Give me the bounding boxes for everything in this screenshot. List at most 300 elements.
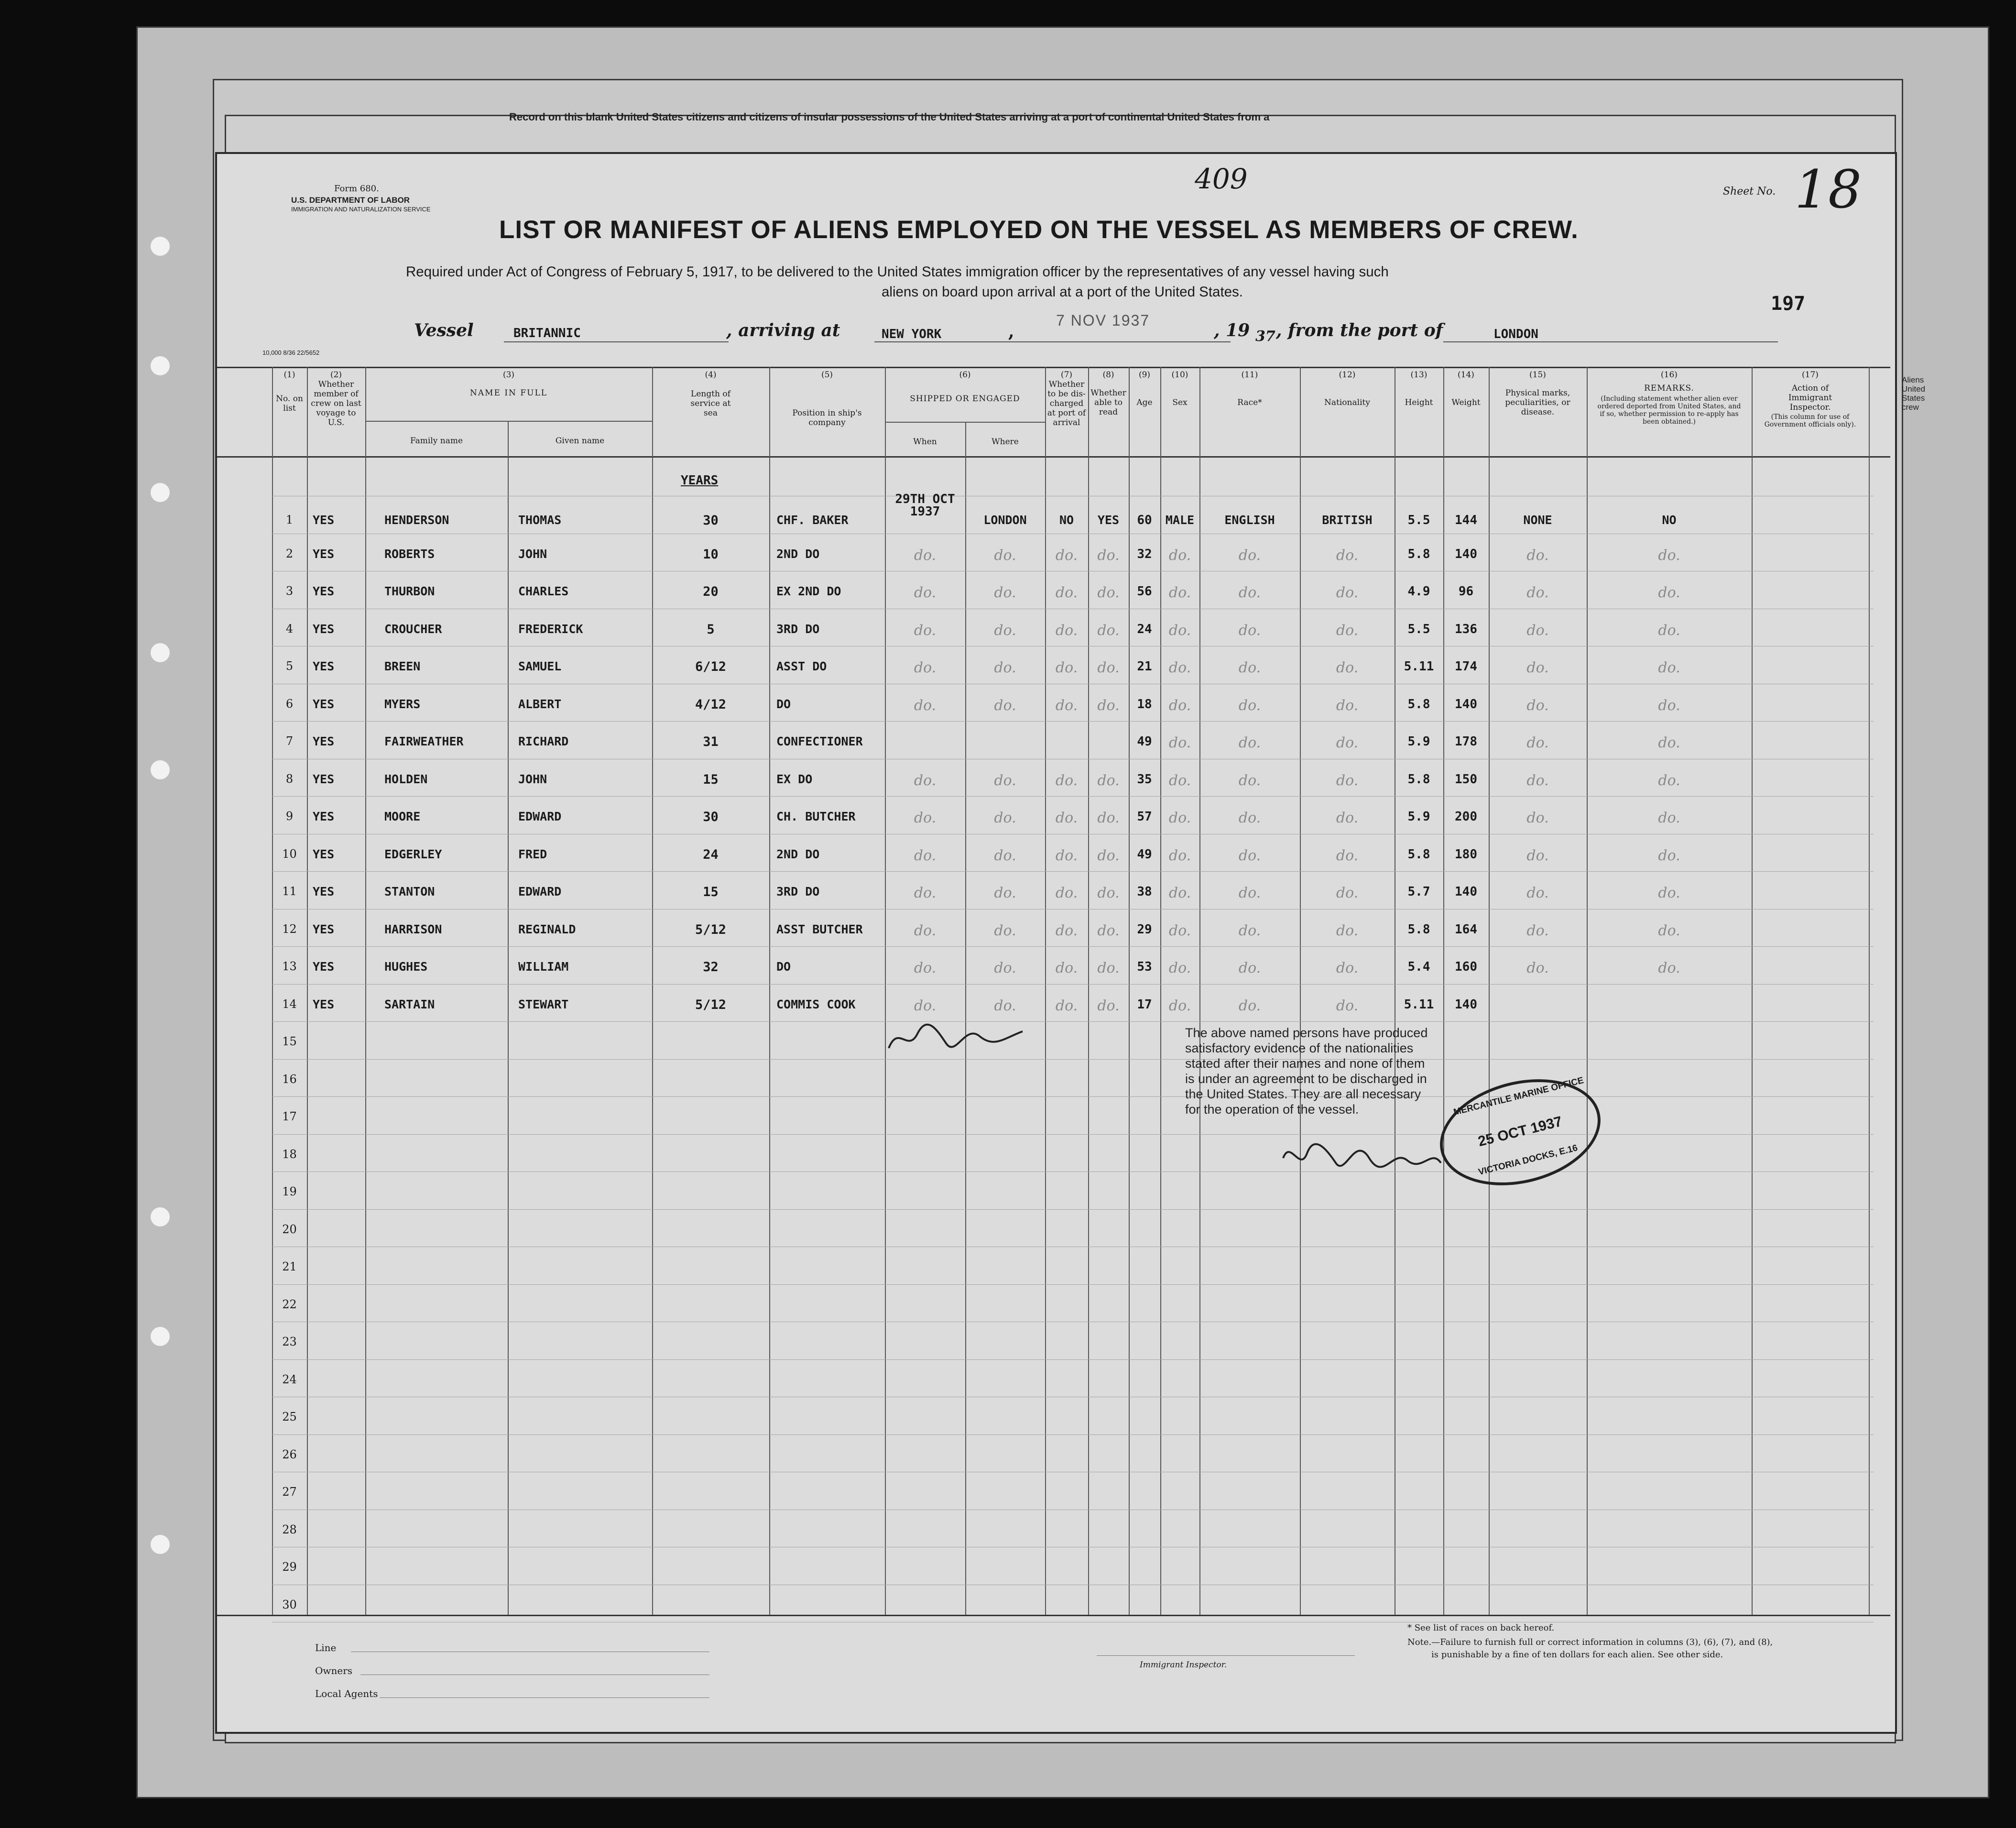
crew-family: CROUCHER bbox=[384, 622, 442, 636]
crew-discharged: do. bbox=[1055, 547, 1078, 564]
crew-family: HOLDEN bbox=[384, 772, 428, 786]
crew-service: 15 bbox=[703, 885, 719, 899]
col10-header bbox=[1160, 370, 1199, 407]
crew-no: 9 bbox=[285, 810, 294, 823]
crew-race: do. bbox=[1238, 734, 1261, 751]
agents-field bbox=[380, 1697, 709, 1698]
crew-marks: do. bbox=[1526, 847, 1549, 864]
row-line bbox=[272, 1209, 1874, 1210]
crew-given: FRED bbox=[518, 847, 547, 861]
crew-weight: 136 bbox=[1455, 622, 1477, 636]
crew-remarks: do. bbox=[1658, 810, 1680, 826]
crew-service: 32 bbox=[703, 960, 719, 974]
crew-read: do. bbox=[1097, 847, 1120, 864]
declaration-line: for the operation of the vessel. bbox=[1185, 1102, 1359, 1117]
subtitle-1: Required under Act of Congress of February 5, 1917, to be delivered to the United States immigration officer by the representatives of any vessel having such bbox=[406, 264, 1389, 280]
crew-race: do. bbox=[1238, 584, 1261, 601]
crew-weight: 200 bbox=[1455, 810, 1477, 824]
stamp-top-text: MERCANTILE MARINE OFFICE bbox=[1452, 1075, 1585, 1118]
crew-family: STANTON bbox=[384, 885, 435, 898]
crew-remarks: do. bbox=[1658, 547, 1680, 564]
crew-no: 11 bbox=[282, 885, 297, 898]
vessel-label: Vessel bbox=[414, 320, 474, 340]
crew-member: YES bbox=[313, 922, 335, 936]
top-sheet-text: Record on this blank United States citizens and citizens of insular possessions of the United States arriving at a port of continental United States from a bbox=[509, 111, 1270, 123]
sheet-number: 18 bbox=[1795, 159, 1862, 220]
crew-family: FAIRWEATHER bbox=[384, 734, 464, 748]
crew-marks: do. bbox=[1526, 659, 1549, 676]
crew-height: 4.9 bbox=[1407, 584, 1430, 599]
name-subheader-line bbox=[365, 421, 652, 422]
crew-sex: do. bbox=[1168, 734, 1191, 751]
crew-sex: do. bbox=[1168, 922, 1191, 939]
note-line-2: is punishable by a fine of ten dollars for each alien. See other side. bbox=[1431, 1650, 1723, 1660]
crew-marks: do. bbox=[1526, 547, 1549, 564]
crew-where: do. bbox=[994, 547, 1016, 564]
crew-given: JOHN bbox=[518, 772, 547, 786]
crew-service: 24 bbox=[703, 847, 719, 862]
col-number: (11) bbox=[1241, 370, 1258, 380]
crew-given: JOHN bbox=[518, 547, 547, 561]
row-line bbox=[272, 1059, 1874, 1060]
crew-weight: 140 bbox=[1455, 547, 1477, 561]
empty-row-number: 24 bbox=[282, 1373, 297, 1386]
crew-service: 15 bbox=[703, 772, 719, 787]
arriving-port: NEW YORK bbox=[882, 327, 942, 341]
number-197: 197 bbox=[1771, 293, 1806, 315]
crew-remarks: do. bbox=[1658, 584, 1680, 601]
empty-row-number: 20 bbox=[282, 1223, 297, 1236]
crew-race: do. bbox=[1238, 697, 1261, 714]
crew-nationality: do. bbox=[1336, 960, 1359, 976]
col5-header bbox=[769, 370, 885, 427]
crew-where: do. bbox=[994, 772, 1016, 789]
crew-where: do. bbox=[994, 847, 1016, 864]
crew-when: do. bbox=[914, 885, 937, 901]
crew-member: YES bbox=[313, 659, 335, 673]
crew-weight: 180 bbox=[1455, 847, 1477, 862]
col-number: (13) bbox=[1410, 370, 1428, 380]
crew-position: CHF. BAKER bbox=[776, 513, 849, 527]
declaration bbox=[1185, 1025, 1428, 1117]
margin-crew: crew bbox=[1902, 403, 1919, 412]
crew-weight: 140 bbox=[1455, 997, 1477, 1012]
col-title: Race* bbox=[1237, 398, 1262, 407]
col-number: (7) bbox=[1060, 370, 1073, 380]
crew-member: YES bbox=[313, 513, 335, 527]
col-number: (12) bbox=[1339, 370, 1356, 380]
crew-where: do. bbox=[994, 622, 1016, 639]
col-title: Whether to be dis-charged at port of arrival bbox=[1047, 380, 1086, 427]
crew-age: 53 bbox=[1137, 960, 1152, 974]
crew-position: COMMIS COOK bbox=[776, 997, 856, 1011]
print-code: 10,000 8/36 22/5652 bbox=[262, 349, 320, 356]
form-number: Form 680. bbox=[334, 184, 379, 194]
crew-position: DO bbox=[776, 960, 791, 974]
crew-row bbox=[217, 492, 1890, 545]
inspector-label: Immigrant Inspector. bbox=[1140, 1660, 1227, 1670]
crew-member: YES bbox=[313, 547, 335, 561]
crew-given: RICHARD bbox=[518, 734, 569, 748]
crew-no: 4 bbox=[285, 622, 294, 635]
crew-position: CONFECTIONER bbox=[776, 734, 863, 748]
crew-age: 24 bbox=[1137, 622, 1152, 636]
crew-read: do. bbox=[1097, 659, 1120, 676]
crew-age: 17 bbox=[1137, 997, 1152, 1012]
crew-remarks: do. bbox=[1658, 734, 1680, 751]
col6-header bbox=[885, 370, 1045, 404]
note-line-1: Note.—Failure to furnish full or correct information in columns (3), (6), (7), and (8), bbox=[1407, 1637, 1773, 1647]
from-underline bbox=[1443, 341, 1778, 342]
crew-marks: do. bbox=[1526, 810, 1549, 826]
crew-height: 5.9 bbox=[1407, 810, 1430, 824]
crew-member: YES bbox=[313, 997, 335, 1011]
crew-nationality: do. bbox=[1336, 697, 1359, 714]
empty-row-number: 23 bbox=[282, 1335, 297, 1348]
col1-header bbox=[272, 370, 307, 413]
crew-nationality: BRITISH bbox=[1322, 513, 1373, 527]
crew-nationality: do. bbox=[1336, 997, 1359, 1014]
col-title: SHIPPED OR ENGAGED bbox=[910, 394, 1020, 404]
crew-remarks: NO bbox=[1662, 513, 1677, 527]
crew-where: do. bbox=[994, 697, 1016, 714]
crew-service: 5 bbox=[707, 622, 715, 637]
crew-height: 5.8 bbox=[1407, 922, 1430, 937]
crew-service: 30 bbox=[703, 810, 719, 824]
crew-member: YES bbox=[313, 697, 335, 711]
crew-when: do. bbox=[914, 772, 937, 789]
declaration-line: The above named persons have produced bbox=[1185, 1026, 1428, 1040]
margin-aliens: Aliens bbox=[1902, 375, 1924, 384]
crew-row bbox=[217, 579, 1890, 616]
crew-nationality: do. bbox=[1336, 622, 1359, 639]
crew-where: do. bbox=[994, 997, 1016, 1014]
sheet-label: Sheet No. bbox=[1723, 186, 1776, 197]
crew-when: do. bbox=[914, 997, 937, 1014]
row-line bbox=[272, 1134, 1874, 1135]
col-title: Age bbox=[1136, 398, 1153, 407]
crew-service: 20 bbox=[703, 584, 719, 599]
empty-row-number: 27 bbox=[282, 1485, 297, 1499]
crew-given: EDWARD bbox=[518, 885, 562, 898]
empty-row-number: 28 bbox=[282, 1523, 297, 1536]
crew-family: HENDERSON bbox=[384, 513, 449, 527]
crew-member: YES bbox=[313, 622, 335, 636]
crew-discharged: do. bbox=[1055, 847, 1078, 864]
crew-given: THOMAS bbox=[518, 513, 562, 527]
table-top-border bbox=[217, 367, 1890, 368]
crew-race: do. bbox=[1238, 997, 1261, 1014]
crew-sex: do. bbox=[1168, 697, 1191, 714]
crew-read: do. bbox=[1097, 622, 1120, 639]
crew-position: DO bbox=[776, 697, 791, 711]
crew-row bbox=[217, 541, 1890, 579]
crew-weight: 144 bbox=[1455, 513, 1477, 527]
given-name-header: Given name bbox=[555, 436, 605, 446]
manifest-sheet bbox=[215, 152, 1897, 1734]
crew-read: do. bbox=[1097, 772, 1120, 789]
crew-row bbox=[217, 879, 1890, 917]
crew-race: do. bbox=[1238, 547, 1261, 564]
crew-position: ASST BUTCHER bbox=[776, 922, 863, 936]
crew-marks: do. bbox=[1526, 772, 1549, 789]
col2-header bbox=[307, 370, 365, 427]
crew-no: 13 bbox=[282, 960, 297, 973]
empty-row-number: 17 bbox=[282, 1110, 297, 1123]
crew-discharged: do. bbox=[1055, 885, 1078, 901]
crew-given: REGINALD bbox=[518, 922, 576, 936]
crew-race: ENGLISH bbox=[1224, 513, 1275, 527]
col-title: Action of Immigrant Inspector. bbox=[1788, 383, 1832, 412]
crew-family: HUGHES bbox=[384, 960, 428, 974]
crew-discharged: do. bbox=[1055, 810, 1078, 826]
empty-row-number: 18 bbox=[282, 1148, 297, 1161]
mercantile-marine-stamp bbox=[1428, 1063, 1612, 1201]
crew-sex: do. bbox=[1168, 622, 1191, 639]
crew-given: ALBERT bbox=[518, 697, 562, 711]
crew-service: 5/12 bbox=[695, 922, 727, 937]
crew-position: EX DO bbox=[776, 772, 813, 786]
crew-race: do. bbox=[1238, 772, 1261, 789]
crew-family: ROBERTS bbox=[384, 547, 435, 561]
crew-no: 2 bbox=[285, 547, 294, 560]
empty-row-number: 21 bbox=[282, 1260, 297, 1273]
punch-hole bbox=[151, 483, 170, 502]
crew-height: 5.11 bbox=[1404, 659, 1434, 674]
crew-read: do. bbox=[1097, 697, 1120, 714]
crew-when: do. bbox=[914, 922, 937, 939]
crew-weight: 178 bbox=[1455, 734, 1477, 749]
years-label: YEARS bbox=[681, 473, 719, 488]
crew-age: 57 bbox=[1137, 810, 1152, 824]
service-label: IMMIGRATION AND NATURALIZATION SERVICE bbox=[291, 206, 431, 213]
col-number: (15) bbox=[1529, 370, 1546, 380]
crew-discharged: do. bbox=[1055, 659, 1078, 676]
col-title: Position in ship's company bbox=[792, 408, 862, 427]
crew-sex: do. bbox=[1168, 810, 1191, 826]
crew-discharged: do. bbox=[1055, 772, 1078, 789]
crew-service: 5/12 bbox=[695, 997, 727, 1012]
crew-marks: do. bbox=[1526, 622, 1549, 639]
crew-position: CH. BUTCHER bbox=[776, 810, 856, 823]
port-underline bbox=[874, 341, 1231, 342]
from-port-label: , from the port of bbox=[1276, 320, 1443, 340]
crew-height: 5.4 bbox=[1407, 960, 1430, 974]
crew-position: 2ND DO bbox=[776, 547, 820, 561]
crew-race: do. bbox=[1238, 622, 1261, 639]
family-name-header: Family name bbox=[410, 436, 463, 446]
crew-discharged: do. bbox=[1055, 697, 1078, 714]
crew-row bbox=[217, 691, 1890, 729]
crew-remarks: do. bbox=[1658, 772, 1680, 789]
crew-sex: do. bbox=[1168, 997, 1191, 1014]
crew-position: EX 2ND DO bbox=[776, 584, 841, 598]
crew-weight: 140 bbox=[1455, 697, 1477, 711]
punch-hole bbox=[151, 1535, 170, 1554]
col9-header bbox=[1129, 370, 1160, 407]
col11-header bbox=[1199, 370, 1300, 407]
col16-header bbox=[1587, 370, 1752, 426]
stamp-bottom-text: VICTORIA DOCKS, E.16 bbox=[1477, 1143, 1579, 1178]
crew-marks: do. bbox=[1526, 960, 1549, 976]
col3-header bbox=[365, 370, 652, 398]
crew-weight: 140 bbox=[1455, 885, 1477, 899]
col-number: (10) bbox=[1171, 370, 1188, 380]
declaration-line: is under an agreement to be discharged in bbox=[1185, 1072, 1427, 1086]
crew-nationality: do. bbox=[1336, 772, 1359, 789]
title: LIST OR MANIFEST OF ALIENS EMPLOYED ON THE VESSEL AS MEMBERS OF CREW. bbox=[499, 216, 1579, 244]
col-title: Nationality bbox=[1324, 398, 1370, 407]
col-number: (17) bbox=[1802, 370, 1819, 380]
crew-given: FREDERICK bbox=[518, 622, 583, 636]
punch-hole bbox=[151, 1327, 170, 1346]
punch-hole bbox=[151, 643, 170, 662]
crew-nationality: do. bbox=[1336, 734, 1359, 751]
empty-row-number: 29 bbox=[282, 1560, 297, 1574]
crew-age: 21 bbox=[1137, 659, 1152, 674]
empty-row-number: 22 bbox=[282, 1298, 297, 1311]
crew-read: do. bbox=[1097, 997, 1120, 1014]
crew-nationality: do. bbox=[1336, 810, 1359, 826]
crew-when: do. bbox=[914, 847, 937, 864]
vessel-underline bbox=[504, 341, 729, 342]
crew-weight: 174 bbox=[1455, 659, 1477, 674]
col7-header bbox=[1045, 370, 1088, 427]
crew-family: MOORE bbox=[384, 810, 421, 823]
crew-read: do. bbox=[1097, 922, 1120, 939]
crew-member: YES bbox=[313, 584, 335, 598]
crew-discharged: do. bbox=[1055, 622, 1078, 639]
crew-given: SAMUEL bbox=[518, 659, 562, 673]
crew-sex: do. bbox=[1168, 847, 1191, 864]
crew-sex: do. bbox=[1168, 659, 1191, 676]
crew-weight: 96 bbox=[1458, 584, 1474, 599]
comma: , bbox=[1008, 321, 1014, 341]
crew-race: do. bbox=[1238, 659, 1261, 676]
col-subtitle: (Including statement whether alien ever ordered deported from United States, and if so, whether permission to re-apply has been obtained.) bbox=[1597, 395, 1741, 426]
department-label: U.S. DEPARTMENT OF LABOR bbox=[291, 196, 410, 205]
crew-where: do. bbox=[994, 659, 1016, 676]
crew-given: STEWART bbox=[518, 997, 569, 1011]
crew-when: 29TH OCT 1937 bbox=[895, 492, 955, 519]
crew-sex: do. bbox=[1168, 772, 1191, 789]
crew-when: do. bbox=[914, 584, 937, 601]
crew-when: do. bbox=[914, 622, 937, 639]
crew-service: 31 bbox=[703, 734, 719, 749]
inspector-signature-line bbox=[1097, 1655, 1355, 1656]
where-header: Where bbox=[992, 437, 1019, 447]
crew-sex: do. bbox=[1168, 885, 1191, 901]
crew-age: 56 bbox=[1137, 584, 1152, 599]
crew-member: YES bbox=[313, 960, 335, 974]
owners-label: Owners bbox=[315, 1665, 353, 1676]
crew-race: do. bbox=[1238, 885, 1261, 901]
crew-discharged: do. bbox=[1055, 997, 1078, 1014]
crew-sex: do. bbox=[1168, 960, 1191, 976]
col-title: REMARKS. bbox=[1644, 383, 1694, 393]
crew-row bbox=[217, 917, 1890, 954]
crew-height: 5.7 bbox=[1407, 885, 1430, 899]
from-port: LONDON bbox=[1493, 327, 1538, 341]
crew-nationality: do. bbox=[1336, 922, 1359, 939]
crew-position: 3RD DO bbox=[776, 885, 820, 898]
crew-age: 49 bbox=[1137, 847, 1152, 862]
col-title: Weight bbox=[1451, 398, 1481, 407]
crew-height: 5.8 bbox=[1407, 697, 1430, 711]
crew-service: 30 bbox=[703, 513, 719, 528]
col-number: (4) bbox=[705, 370, 717, 380]
year-prefix: , 19 bbox=[1214, 320, 1250, 340]
crew-service: 6/12 bbox=[695, 659, 727, 674]
col-number: (3) bbox=[502, 370, 515, 380]
header-bottom-border bbox=[217, 456, 1890, 458]
crew-race: do. bbox=[1238, 960, 1261, 976]
crew-age: 38 bbox=[1137, 885, 1152, 899]
empty-row-number: 19 bbox=[282, 1185, 297, 1198]
crew-weight: 150 bbox=[1455, 772, 1477, 787]
crew-service: 10 bbox=[703, 547, 719, 562]
crew-nationality: do. bbox=[1336, 885, 1359, 901]
crew-where: do. bbox=[994, 922, 1016, 939]
col-title: Whether able to read bbox=[1090, 388, 1126, 417]
line-label: Line bbox=[315, 1642, 337, 1653]
crew-when: do. bbox=[914, 697, 937, 714]
crew-discharged: NO bbox=[1059, 513, 1074, 527]
col15-header bbox=[1489, 370, 1587, 417]
row-line bbox=[272, 1284, 1874, 1285]
punch-hole bbox=[151, 356, 170, 375]
crew-row bbox=[217, 616, 1890, 654]
margin-states: States bbox=[1902, 394, 1925, 403]
crew-where: do. bbox=[994, 584, 1016, 601]
crew-age: 18 bbox=[1137, 697, 1152, 711]
crew-where: do. bbox=[994, 885, 1016, 901]
crew-read: do. bbox=[1097, 547, 1120, 564]
crew-remarks: do. bbox=[1658, 847, 1680, 864]
crew-discharged: do. bbox=[1055, 960, 1078, 976]
crew-race: do. bbox=[1238, 847, 1261, 864]
crew-race: do. bbox=[1238, 922, 1261, 939]
crew-remarks: do. bbox=[1658, 659, 1680, 676]
declaration-line: satisfactory evidence of the nationalities bbox=[1185, 1041, 1414, 1055]
crew-age: 35 bbox=[1137, 772, 1152, 787]
crew-row bbox=[217, 766, 1890, 804]
crew-no: 5 bbox=[285, 659, 294, 673]
crew-age: 29 bbox=[1137, 922, 1152, 937]
crew-family: HARRISON bbox=[384, 922, 442, 936]
crew-member: YES bbox=[313, 810, 335, 823]
crew-family: MYERS bbox=[384, 697, 421, 711]
crew-member: YES bbox=[313, 885, 335, 898]
crew-nationality: do. bbox=[1336, 659, 1359, 676]
crew-given: CHARLES bbox=[518, 584, 569, 598]
crew-when: do. bbox=[914, 960, 937, 976]
crew-when: do. bbox=[914, 810, 937, 826]
crew-age: 32 bbox=[1137, 547, 1152, 561]
crew-height: 5.5 bbox=[1407, 513, 1430, 527]
crew-row bbox=[217, 992, 1890, 1029]
crew-marks: NONE bbox=[1523, 513, 1552, 527]
empty-row-number: 25 bbox=[282, 1410, 297, 1423]
crew-discharged: do. bbox=[1055, 584, 1078, 601]
col-title: Height bbox=[1405, 398, 1433, 407]
crew-member: YES bbox=[313, 772, 335, 786]
crew-weight: 160 bbox=[1455, 960, 1477, 974]
crew-given: WILLIAM bbox=[518, 960, 569, 974]
races-note: * See list of races on back hereof. bbox=[1407, 1623, 1555, 1633]
empty-row-number: 16 bbox=[282, 1073, 297, 1086]
crew-row bbox=[217, 729, 1890, 766]
